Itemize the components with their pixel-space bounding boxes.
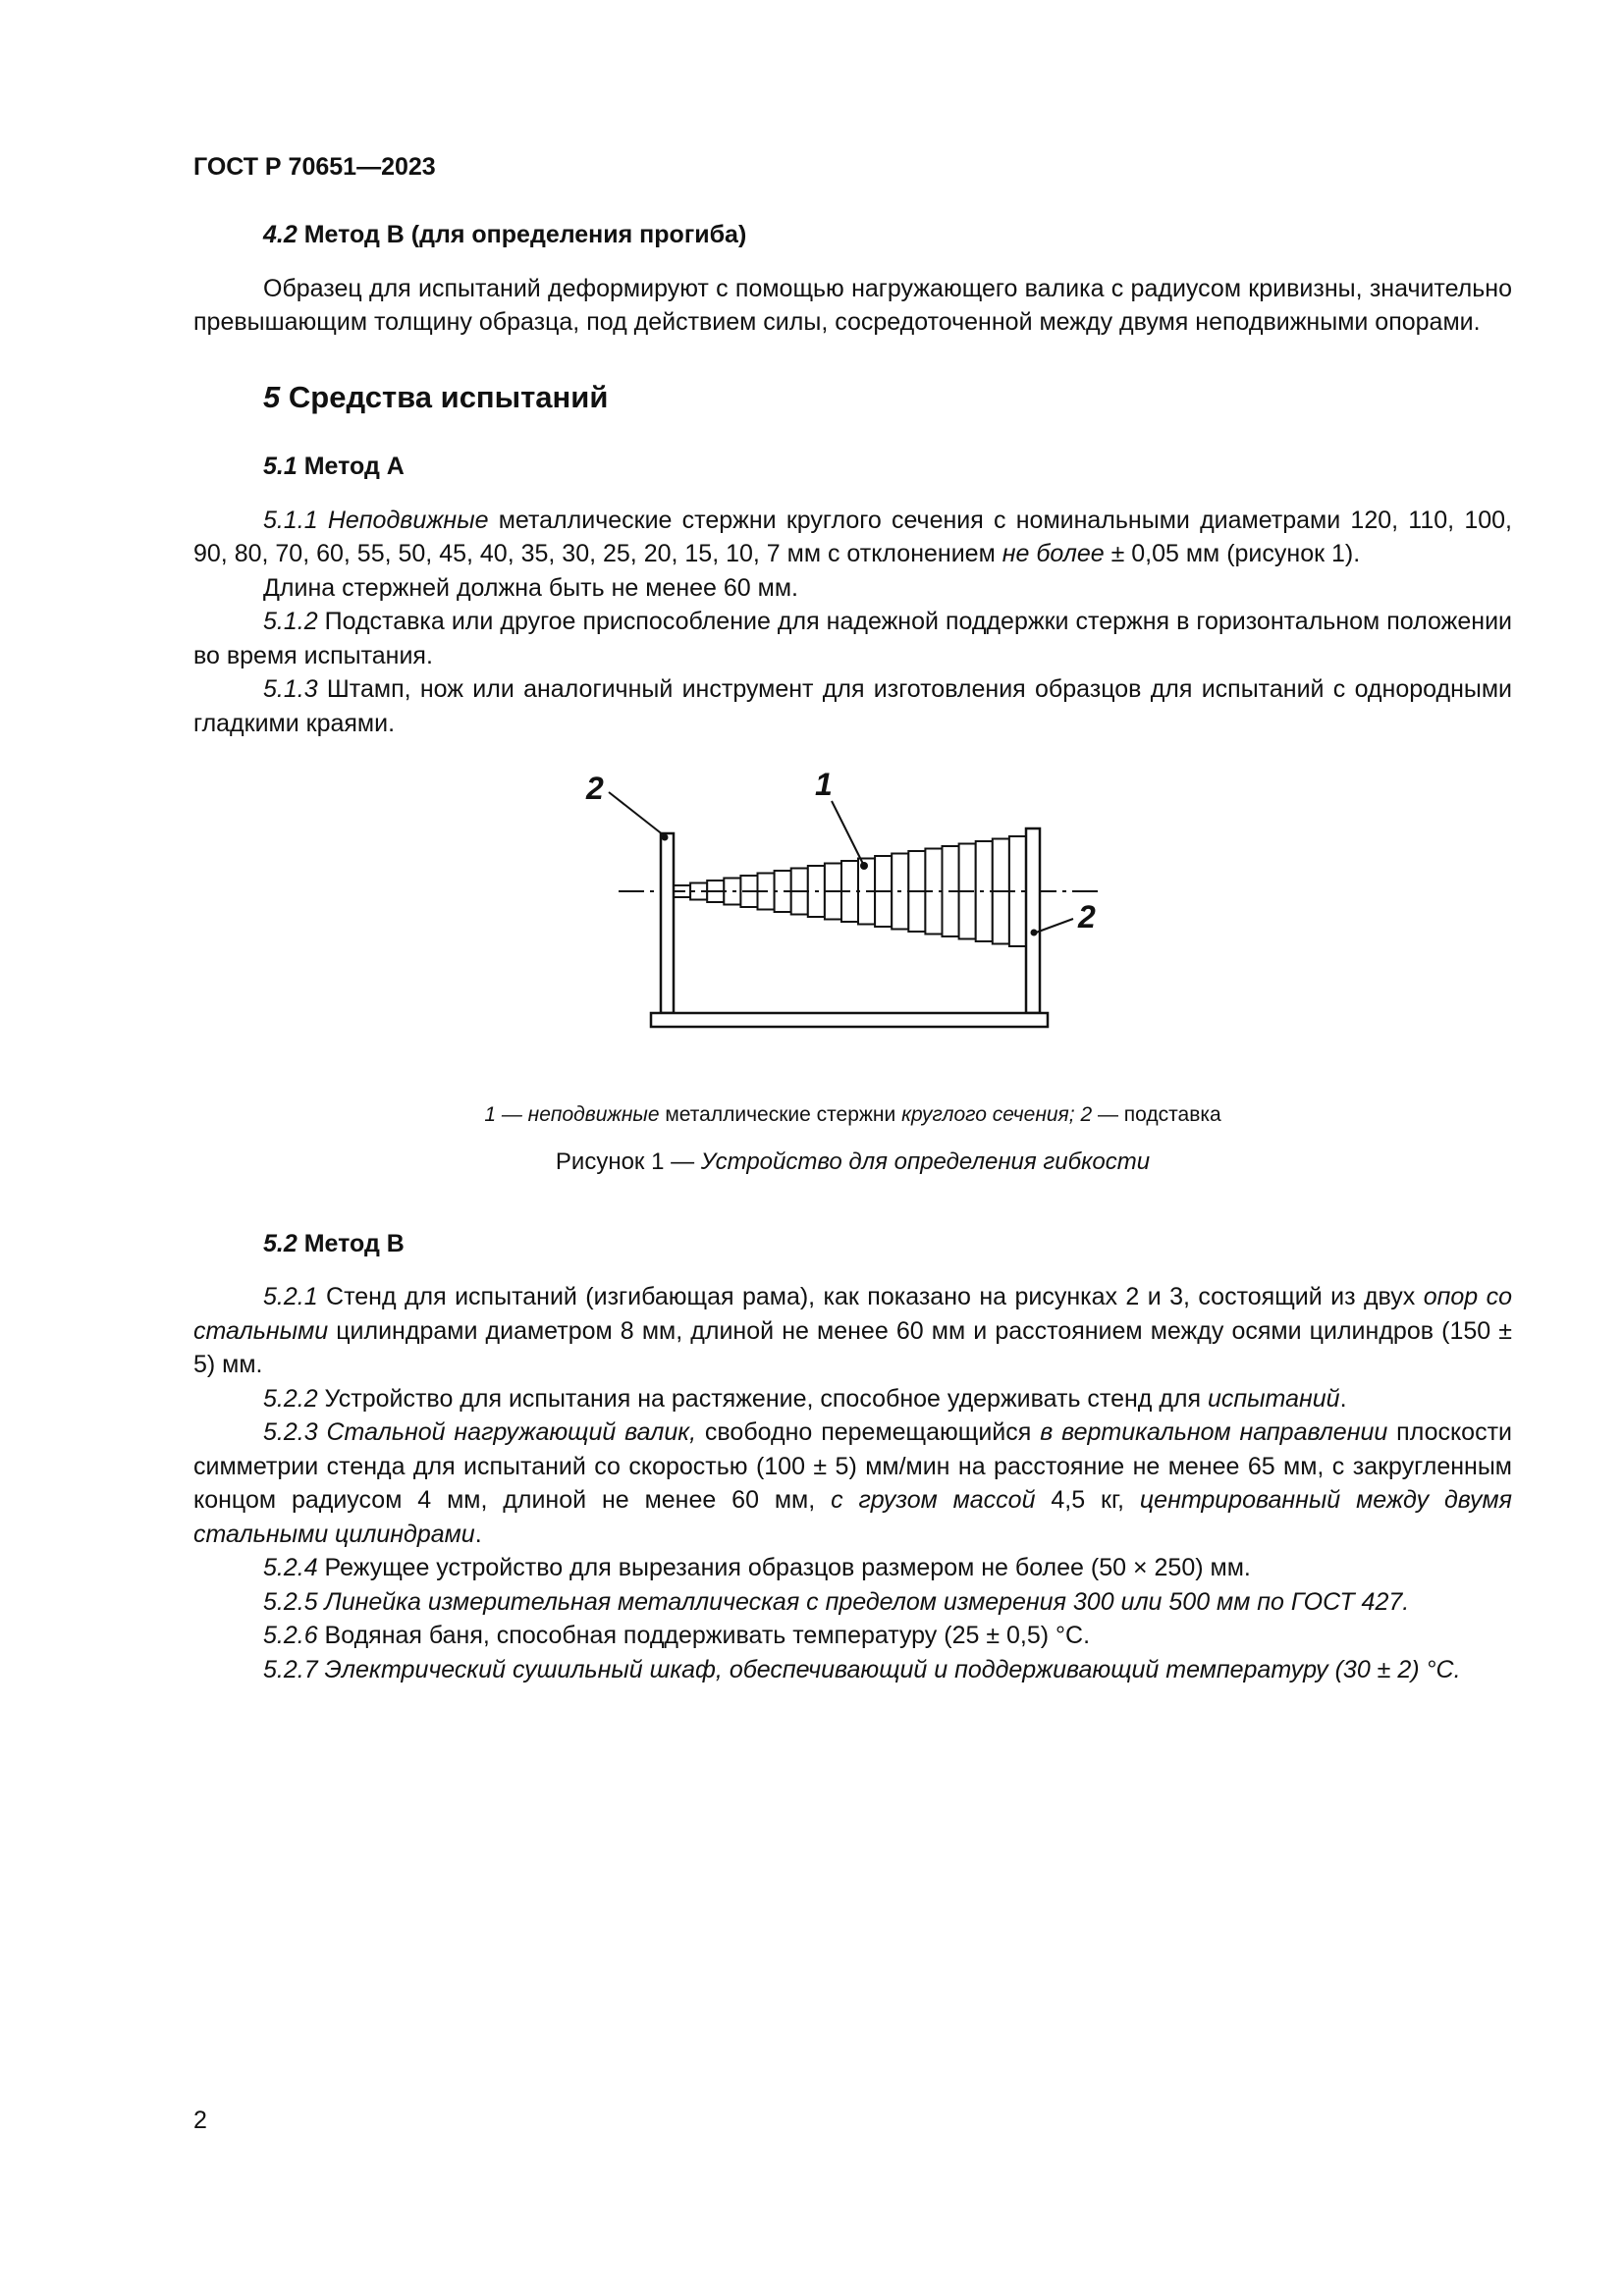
flexibility-device-diagram [193, 758, 1512, 1096]
section-5-2-heading [193, 1227, 1512, 1261]
leader-line-2-right [1036, 919, 1073, 933]
paragraph-5-2-4 [193, 1551, 1512, 1585]
paragraph-5-2-2-text-2: . [1339, 1384, 1347, 1413]
caption-prefix: Рисунок 1 — [555, 1148, 701, 1175]
paragraph-5-2-1-text: Стенд для испытаний (изгибающая рама), как показано на рисунках 2 и 3, состоящий из двух [317, 1283, 1424, 1310]
paragraph-5-2-1-text-2: цилиндрами диаметром 8 мм, длиной не менее 60 мм и расстоянием между осями цилиндров (150 ± 5) мм. [193, 1316, 1512, 1378]
section-5-2-title: Метод В [303, 1229, 405, 1257]
leader-dot-1 [860, 862, 868, 870]
section-4-2-number: 4.2 [263, 221, 298, 248]
paragraph-5-2-3 [193, 1415, 1512, 1551]
section-4-2-text: Образец для испытаний деформируют с помощью нагружающего валика с радиусом кривизны, значительно превышающим толщину образца, под действием силы, сосредоточенной между двумя неподвижными опорами. [193, 274, 1512, 336]
paragraph-5-2-3-text-d: . [474, 1520, 482, 1548]
paragraph-5-2-3-italic-4: центрированный между двумя стальными цилиндрами [193, 1486, 1513, 1548]
section-5-title: Средства испытаний [288, 379, 609, 414]
caption-title: Устройство для определения гибкости [700, 1148, 1151, 1175]
paragraph-5-1-2 [193, 605, 1512, 672]
paragraph-5-1-2-number: 5.1.2 [263, 608, 318, 635]
paragraph-5-2-3-number: 5.2.3 [263, 1418, 318, 1446]
paragraph-5-1-3-number: 5.1.3 [263, 675, 318, 703]
paragraph-5-2-2 [193, 1382, 1512, 1416]
paragraph-rod-length: Длина стержней должна быть не менее 60 мм. [263, 573, 798, 602]
legend-1-italic-2: круглого сечения; 2 [901, 1103, 1093, 1126]
paragraph-5-1-1-italic-2: не более [1001, 540, 1105, 567]
section-5-1-number: 5.1 [263, 453, 298, 480]
legend-1-number: 1 — [484, 1103, 528, 1126]
paragraph-5-1-1-italic: Неподвижные [327, 506, 489, 534]
paragraph-5-2-4-number: 5.2.4 [263, 1554, 318, 1581]
paragraph-5-1-1-number: 5.1.1 [263, 506, 318, 534]
document-body [193, 218, 1512, 1686]
section-5-1-title: Метод А [303, 453, 405, 480]
paragraph-5-2-5-italic: Линейка измерительная металлическая с пределом измерения 300 или 500 мм по ГОСТ 427. [317, 1587, 1410, 1616]
paragraph-5-1-1-text-2: ± 0,05 мм (рисунок 1). [1104, 540, 1361, 567]
page-number: 2 [193, 2107, 207, 2134]
figure-label-2-right: 2 [1078, 899, 1096, 934]
paragraph-5-2-7 [193, 1653, 1512, 1687]
figure-1-legend [193, 1100, 1512, 1130]
paragraph-5-2-3-italic-1: Стальной нагружающий валик, [317, 1418, 697, 1446]
figure-1-caption [193, 1146, 1512, 1180]
document-id-header: ГОСТ Р 70651—2023 [193, 153, 436, 181]
legend-2-text: — подставка [1092, 1103, 1221, 1126]
paragraph-5-2-2-number: 5.2.2 [263, 1384, 318, 1413]
legend-1-italic: неподвижные [527, 1103, 660, 1126]
paragraph-5-2-6-text: Водяная баня, способная поддерживать температуру (25 ± 0,5) °С. [317, 1622, 1091, 1649]
stand-base [651, 1013, 1048, 1027]
leader-line-2-left [609, 792, 664, 835]
paragraph-5-2-3-text-a: свободно перемещающийся [696, 1418, 1041, 1446]
paragraph-5-2-3-text-b: плоскости симметрии стенда для испытаний со скоростью (100 ± 5) мм/мин на расстояние не менее 65 мм, с закругленным концом радиусом 4 мм, длиной не менее 60 мм, [193, 1418, 1513, 1514]
paragraph-5-2-7-number: 5.2.7 [263, 1655, 318, 1683]
legend-1-text: металлические стержни [659, 1103, 902, 1126]
leader-line-1 [832, 801, 863, 864]
paragraph-5-2-1-italic: опор со стальными [193, 1283, 1512, 1345]
section-4-2-title: Метод В (для определения прогиба) [303, 221, 747, 248]
paragraph-5-2-7-italic: Электрический сушильный шкаф, обеспечивающий и поддерживающий температуру (30 ± 2) °С. [317, 1655, 1461, 1683]
paragraph-5-2-3-italic-2: в вертикальном направлении [1040, 1418, 1388, 1446]
section-5-number: 5 [263, 379, 281, 414]
paragraph-5-2-1-number: 5.2.1 [263, 1283, 318, 1310]
section-4-2-heading [193, 218, 1512, 252]
figure-label-1: 1 [815, 767, 833, 802]
leader-dot-2-left [662, 834, 669, 841]
paragraph-5-1-1 [193, 504, 1512, 571]
right-stand-post [1026, 828, 1040, 1013]
figure-label-2-left: 2 [586, 771, 604, 806]
paragraph-5-2-5-number: 5.2.5 [263, 1587, 318, 1616]
paragraph-5-2-2-text: Устройство для испытания на растяжение, способное удерживать стенд для [317, 1384, 1208, 1413]
paragraph-5-1-3-text: Штамп, нож или аналогичный инструмент для изготовления образцов для испытаний с однородными гладкими краями. [193, 675, 1512, 737]
paragraph-5-1-1-text: металлические стержни круглого сечения с номинальными диаметрами 120, 110, 100, 90, 80, 70, 60, 55, 50, 45, 40, 35, 30, 25, 20, 15, 10, 7 мм с отклонением [193, 506, 1512, 567]
left-stand-post [661, 833, 674, 1013]
paragraph-5-2-5 [193, 1585, 1512, 1620]
section-5-2-number: 5.2 [263, 1229, 298, 1257]
paragraph-5-2-2-italic: испытаний [1208, 1384, 1340, 1413]
paragraph-5-2-6-number: 5.2.6 [263, 1622, 318, 1649]
paragraph-5-2-3-text-c: 4,5 кг, [1035, 1486, 1140, 1514]
paragraph-5-2-3-italic-3: с грузом массой [831, 1486, 1036, 1514]
section-5-1-heading [193, 450, 1512, 484]
paragraph-5-1-2-text: Подставка или другое приспособление для надежной поддержки стержня в горизонтальном положении во время испытания. [193, 608, 1512, 669]
leader-dot-2-right [1031, 930, 1038, 936]
figure-1-drawing [193, 758, 1512, 1096]
section-5-heading [193, 381, 1512, 415]
paragraph-5-2-6 [193, 1619, 1512, 1653]
paragraph-5-1-3 [193, 672, 1512, 740]
paragraph-5-2-1 [193, 1280, 1512, 1382]
paragraph-5-2-4-text: Режущее устройство для вырезания образцов размером не более (50 × 250) мм. [317, 1554, 1251, 1581]
